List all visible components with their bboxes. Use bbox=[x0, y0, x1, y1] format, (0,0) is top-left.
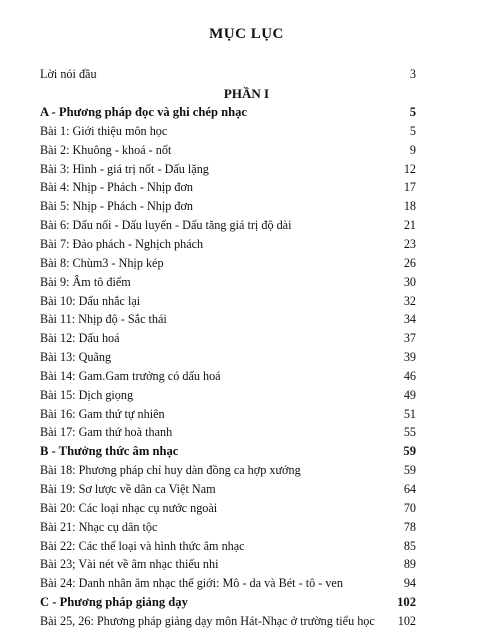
toc-entry bbox=[40, 537, 416, 555]
toc-entry-label: Bài 10: Dấu nhắc lại bbox=[40, 293, 141, 308]
toc-entry-label: Bài 8: Chùm3 - Nhịp kép bbox=[40, 255, 164, 270]
toc-entry-page: 5 bbox=[409, 105, 416, 119]
toc-entry bbox=[40, 178, 416, 196]
toc-entry-label: Bài 19: Sơ lược về dân ca Việt Nam bbox=[40, 482, 216, 496]
toc-entry-preface bbox=[40, 65, 416, 83]
toc-entry-label: Bài 20: Các loại nhạc cụ nước ngoài bbox=[40, 500, 218, 515]
toc-entry-label: Bài 22: Các thể loại và hình thức âm nhạc bbox=[40, 538, 245, 553]
toc-entry bbox=[40, 160, 416, 178]
toc-entry bbox=[40, 254, 416, 272]
toc-entry bbox=[40, 329, 416, 347]
toc-entry-page: 18 bbox=[403, 199, 416, 214]
toc-entry-label: Bài 25, 26: Phương pháp giảng dạy môn Hát-Nhạc ở trường tiểu học bbox=[40, 613, 375, 628]
toc-entry-label: Bài 17: Gam thứ hoà thanh bbox=[40, 425, 173, 440]
toc-entry-page: 12 bbox=[403, 161, 416, 176]
toc-section-heading bbox=[40, 103, 416, 121]
toc-entry bbox=[40, 273, 416, 291]
toc-entry-label: Bài 3: Hình - giá trị nốt - Dấu lặng bbox=[40, 161, 209, 176]
toc-entry-page: 3 bbox=[409, 67, 416, 81]
toc-entry-page: 34 bbox=[403, 312, 416, 327]
toc-entry-label: Bài 9: Âm tô điểm bbox=[40, 274, 131, 289]
toc-entry-label: Bài 5: Nhịp - Phách - Nhịp đơn bbox=[40, 199, 194, 214]
page-title: MỤC LỤC bbox=[209, 26, 284, 42]
toc-entry-label: Bài 7: Đảo phách - Nghịch phách bbox=[40, 236, 204, 251]
toc-entry-page: 102 bbox=[397, 613, 416, 628]
toc-entry-page: 55 bbox=[403, 425, 416, 440]
toc-entry bbox=[40, 197, 416, 215]
toc-entry-label: Bài 4: Nhịp - Phách - Nhịp đơn bbox=[40, 180, 194, 195]
toc-entry-page: 5 bbox=[409, 123, 416, 138]
toc-entry-page: 59 bbox=[403, 444, 416, 459]
toc-entry-label: A - Phương pháp đọc và ghi chép nhạc bbox=[40, 105, 247, 119]
toc-entry bbox=[40, 574, 416, 592]
toc-entry-page: 37 bbox=[403, 331, 416, 346]
toc-entry bbox=[40, 423, 416, 441]
toc-entry-label: Bài 12: Dấu hoá bbox=[40, 331, 120, 346]
toc-entry-page: 30 bbox=[403, 274, 416, 289]
toc-entry bbox=[40, 612, 416, 630]
toc-entry-label: Bài 1: Giới thiệu môn học bbox=[40, 123, 168, 138]
toc-entry bbox=[40, 499, 416, 517]
toc-entry-page: 70 bbox=[403, 500, 416, 515]
toc-entry-page: 46 bbox=[403, 368, 416, 383]
toc-entry-page: 94 bbox=[403, 576, 416, 591]
toc-entry-page: 49 bbox=[403, 387, 416, 402]
toc-entry-page: 39 bbox=[403, 350, 416, 365]
toc-entry bbox=[40, 122, 416, 140]
toc-entry-page: 51 bbox=[403, 406, 416, 421]
toc-entry-page: 26 bbox=[403, 255, 416, 270]
toc-entry-label: Bài 13: Quãng bbox=[40, 350, 112, 365]
toc-entry bbox=[40, 348, 416, 366]
toc-entry-label: B - Thưởng thức âm nhạc bbox=[40, 444, 179, 459]
toc-entry-label: Bài 16: Gam thứ tự nhiên bbox=[40, 406, 165, 421]
toc-entry-page: 78 bbox=[403, 519, 416, 534]
toc-entry bbox=[40, 367, 416, 385]
toc-entry-page: 32 bbox=[403, 293, 416, 308]
toc-entry-label: Bài 15: Dịch giọng bbox=[40, 387, 134, 402]
toc-entry-label: Bài 14: Gam.Gam trưởng có dấu hoá bbox=[40, 368, 221, 383]
toc-entry-label: Bài 24: Danh nhân âm nhạc thế giới: Mô - da và Bét - tô - ven bbox=[40, 576, 343, 591]
toc-entry bbox=[40, 235, 416, 253]
toc-entry-page: 21 bbox=[403, 218, 416, 233]
toc-section-heading bbox=[40, 593, 416, 611]
toc-entry bbox=[40, 461, 416, 479]
toc-entry bbox=[40, 216, 416, 234]
toc-entry-page: 9 bbox=[409, 142, 416, 157]
toc-entry-label: Lời nói đầu bbox=[40, 67, 97, 81]
part-heading: PHẦN I bbox=[223, 86, 270, 101]
toc-entry-label: Bài 21: Nhạc cụ dân tộc bbox=[40, 519, 158, 534]
toc-entry bbox=[40, 555, 416, 573]
toc-entry bbox=[40, 292, 416, 310]
toc-section-heading bbox=[40, 442, 416, 460]
toc-entry bbox=[40, 310, 416, 328]
toc-entry bbox=[40, 386, 416, 404]
toc-entry-page: 102 bbox=[397, 595, 416, 610]
toc-entry-label: Bài 6: Dấu nối - Dấu luyến - Dấu tăng giá trị độ dài bbox=[40, 218, 292, 233]
toc-entry-page: 89 bbox=[403, 557, 416, 572]
toc-entry-page: 23 bbox=[403, 236, 416, 251]
toc-entry-label: C - Phương pháp giảng dạy bbox=[40, 595, 188, 610]
toc-entry-label: Bài 2: Khuông - khoá - nốt bbox=[40, 142, 172, 157]
toc-entry-label: Bài 11: Nhịp độ - Sắc thái bbox=[40, 312, 167, 327]
toc-entry-page: 64 bbox=[403, 482, 416, 496]
toc-entry bbox=[40, 518, 416, 536]
toc-entry-label: Bài 23; Vài nét về âm nhạc thiếu nhi bbox=[40, 557, 219, 572]
toc-entry-label: Bài 18: Phương pháp chỉ huy dàn đồng ca hợp xướng bbox=[40, 463, 301, 478]
toc-entry-page: 17 bbox=[403, 180, 416, 195]
toc-entry bbox=[40, 141, 416, 159]
toc-entry bbox=[40, 480, 416, 498]
toc-entry bbox=[40, 405, 416, 423]
toc-entry-page: 85 bbox=[403, 538, 416, 553]
toc-entry-page: 59 bbox=[403, 463, 416, 478]
